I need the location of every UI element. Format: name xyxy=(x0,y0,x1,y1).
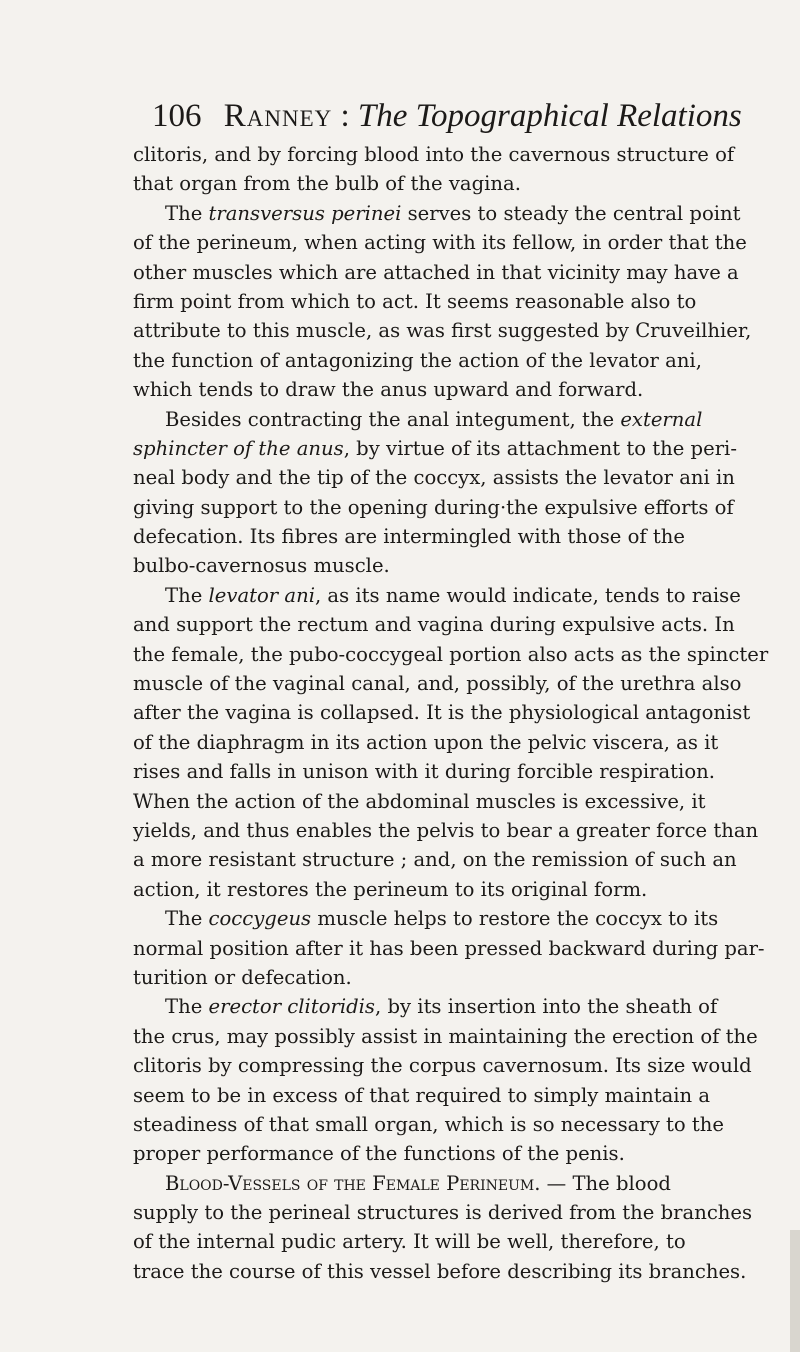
text-line: clitoris, and by forcing blood into the cavernous structure of xyxy=(133,143,735,166)
text-line: the female, the pubo-coccygeal portion also acts as the spincter xyxy=(133,642,769,666)
header-separator: : xyxy=(332,98,358,134)
text-line: Besides contracting the anal integument, the external xyxy=(165,407,703,431)
text-line: of the internal pudic artery. It will be well, therefore, to xyxy=(133,1230,686,1254)
italic-term: sphincter of the anus xyxy=(133,436,344,460)
text-line: of the diaphragm in its action upon the pelvic viscera, as it xyxy=(133,730,719,754)
text-line: steadiness of that small organ, which is so necessary to the xyxy=(133,1112,724,1136)
text-line: of the perineum, when acting with its fellow, in order that the xyxy=(133,231,747,255)
text-line: giving support to the opening during·the expulsive efforts of xyxy=(133,495,734,519)
text-line: When the action of the abdominal muscles is excessive, it xyxy=(133,789,706,813)
text-line: firm point from which to act. It seems reasonable also to xyxy=(133,289,697,313)
page-edge xyxy=(790,1230,800,1352)
text-line: sphincter of the anus, by virtue of its attachment to the peri- xyxy=(133,436,737,460)
italic-term: external xyxy=(620,407,703,431)
text-line: action, it restores the perineum to its original form. xyxy=(133,877,648,901)
text-line: other muscles which are attached in that vicinity may have a xyxy=(133,260,739,284)
text-line: the function of antagonizing the action of the levator ani, xyxy=(133,348,702,372)
text-line: The transversus perinei serves to steady the central point xyxy=(165,201,741,225)
text-line: trace the course of this vessel before describing its branches. xyxy=(133,1259,747,1283)
text-line: The levator ani, as its name would indicate, tends to raise xyxy=(165,583,741,607)
page-number: 106 xyxy=(152,98,202,134)
italic-term: coccygeus xyxy=(208,907,312,931)
text-line: Blood-Vessels of the Female Perineum. — The blood xyxy=(165,1171,671,1195)
text-line: proper performance of the functions of the penis. xyxy=(133,1142,625,1166)
italic-term: erector clitoridis xyxy=(208,995,375,1019)
text-line: supply to the perineal structures is derived from the branches xyxy=(133,1201,753,1225)
text-line: yields, and thus enables the pelvis to bear a greater force than xyxy=(133,818,759,842)
text-line: that organ from the bulb of the vagina. xyxy=(133,172,521,196)
text-line: rises and falls in unison with it during forcible respiration. xyxy=(133,760,715,784)
text-line: muscle of the vaginal canal, and, possibly, of the urethra also xyxy=(133,672,742,696)
text-line: and support the rectum and vagina during expulsive acts. In xyxy=(133,613,735,637)
text-line: The erector clitoridis, by its insertion into the sheath of xyxy=(165,995,718,1019)
text-line: a more resistant structure ; and, on the remission of such an xyxy=(133,848,737,872)
text-line: after the vagina is collapsed. It is the physiological antagonist xyxy=(133,701,751,725)
header-title: The Topographical Relations xyxy=(357,98,742,134)
body-text xyxy=(133,140,769,1286)
text-line: defecation. Its fibres are intermingled with those of the xyxy=(133,525,685,549)
italic-term: levator ani xyxy=(208,583,315,607)
header-author: Ranney xyxy=(223,98,333,134)
text-line: bulbo-cavernosus muscle. xyxy=(133,554,390,578)
italic-term: transversus perinei xyxy=(208,201,402,225)
text-line: clitoris by compressing the corpus cavernosum. Its size would xyxy=(133,1054,752,1078)
section-heading: Blood-Vessels of the Female Perineum. xyxy=(165,1171,541,1195)
text-line: seem to be in excess of that required to simply maintain a xyxy=(133,1083,711,1107)
text-line: attribute to this muscle, as was first suggested by Cruveilhier, xyxy=(133,319,752,343)
text-line: normal position after it has been pressed backward during par- xyxy=(133,936,765,960)
running-header xyxy=(152,98,742,135)
text-line: the crus, may possibly assist in maintaining the erection of the xyxy=(133,1024,758,1048)
text-line: turition or defecation. xyxy=(133,965,352,989)
text-line: which tends to draw the anus upward and forward. xyxy=(133,378,644,402)
text-line: The coccygeus muscle helps to restore the coccyx to its xyxy=(165,907,719,931)
text-line: neal body and the tip of the coccyx, assists the levator ani in xyxy=(133,466,735,490)
